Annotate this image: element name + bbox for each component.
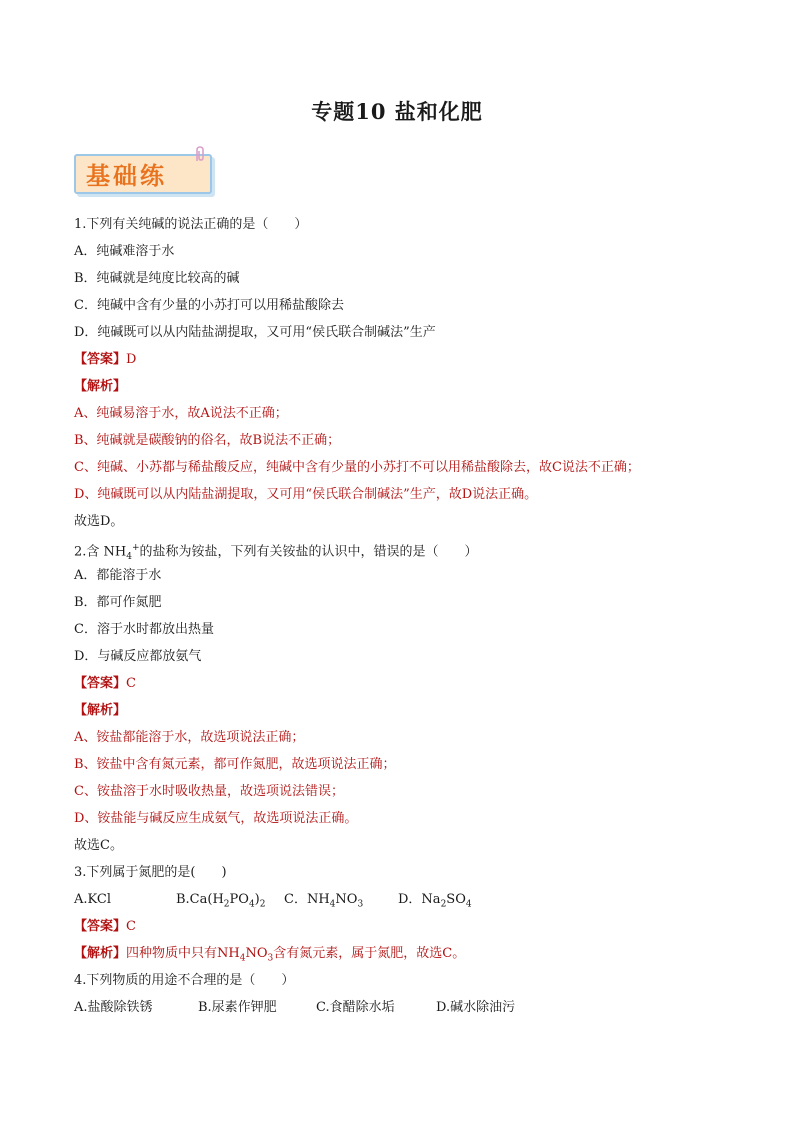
q3-analysis <box>74 940 714 967</box>
q2-stem <box>74 535 714 562</box>
paperclip-icon <box>194 146 208 162</box>
answer-label: 【答案】 <box>74 676 127 691</box>
q3-d-part: SO <box>446 892 466 907</box>
section-badge <box>74 150 214 196</box>
q3-b-sub: 2 <box>223 899 230 910</box>
q3-b-part: ) <box>254 892 260 907</box>
q2-stem-sup: + <box>131 543 140 553</box>
q3-b-sub: 2 <box>259 899 266 910</box>
q3-b-sub: 4 <box>248 899 255 910</box>
q3-c-part: C．NH <box>284 892 330 907</box>
q4-options <box>74 994 714 1021</box>
q3-b-part: B.Ca(H <box>176 892 224 907</box>
q1-analysis-d: D、纯碱既可以从内陆盐湖提取，又可用“侯氏联合制碱法”生产，故D说法正确。 <box>74 487 538 502</box>
q2-conclusion: 故选C。 <box>74 838 123 853</box>
q2-answer-value: C <box>126 676 136 691</box>
q1-option-a: A．纯碱难溶于水 <box>74 244 175 259</box>
q2-stem-suffix: 的盐称为铵盐，下列有关铵盐的认识中，错误的是（ ） <box>139 544 478 560</box>
q3-analysis-part: NO <box>245 946 268 961</box>
q3-c-sub: 4 <box>329 899 336 910</box>
q3-analysis-text <box>126 946 466 964</box>
q3-d-sub: 4 <box>465 899 472 910</box>
q4-option-c: C.食醋除水垢 <box>316 1000 395 1015</box>
q2-analysis-c: C、铵盐溶于水时吸收热量，故选项说法错误； <box>74 784 344 799</box>
q2-stem-sub: 4 <box>126 551 132 562</box>
q1-conclusion: 故选D。 <box>74 514 124 529</box>
q2-analysis-a: A、铵盐都能溶于水，故选项说法正确； <box>74 730 305 745</box>
q3-d-part: D．Na <box>398 892 441 907</box>
q3-analysis-sub: 4 <box>239 953 246 964</box>
q4-option-d: D.碱水除油污 <box>436 1000 516 1015</box>
q1-analysis-a: A、纯碱易溶于水，故A说法不正确； <box>74 406 288 421</box>
q1-stem: 1.下列有关纯碱的说法正确的是（ ） <box>74 217 308 232</box>
q3-analysis-part: 含有氮元素，属于氮肥，故选C。 <box>273 946 466 961</box>
q1-analysis-c: C、纯碱、小苏都与稀盐酸反应，纯碱中含有少量的小苏打不可以用稀盐酸除去，故C说法不正确； <box>74 460 640 475</box>
page-title: 专题10 盐和化肥 <box>311 99 483 124</box>
q4-option-a: A.盐酸除铁锈 <box>74 1000 153 1015</box>
q3-analysis-part: 四种物质中只有NH <box>126 946 240 961</box>
q2-option-b: B．都可作氮肥 <box>74 595 162 610</box>
q2-answer <box>74 670 714 697</box>
q3-option-c <box>284 886 398 919</box>
question-list <box>74 211 714 1021</box>
answer-label: 【答案】 <box>74 919 127 934</box>
q2-option-c: C．溶于水时都放出热量 <box>74 622 214 637</box>
q3-c-sub: 3 <box>357 899 364 910</box>
q3-b-part: PO <box>229 892 249 907</box>
q2-stem-prefix: 2.含 NH <box>74 544 127 560</box>
q3-options <box>74 886 714 913</box>
q3-option-a: A.KCl <box>74 892 111 907</box>
badge-label: 基础练 <box>86 161 167 190</box>
q3-d-sub: 2 <box>440 899 447 910</box>
q2-option-a: A．都能溶于水 <box>74 568 162 583</box>
q2-analysis-d: D、铵盐能与碱反应生成氨气，故选项说法正确。 <box>74 811 358 826</box>
q1-analysis-label: 【解析】 <box>74 379 127 394</box>
q4-option-b: B.尿素作钾肥 <box>198 1000 277 1015</box>
answer-label: 【答案】 <box>74 352 127 367</box>
q1-answer-value: D <box>126 352 137 367</box>
analysis-label: 【解析】 <box>74 946 127 961</box>
q3-analysis-sub: 3 <box>267 953 274 964</box>
q2-analysis-label: 【解析】 <box>74 703 127 718</box>
q1-option-c: C．纯碱中含有少量的小苏打可以用稀盐酸除去 <box>74 298 344 313</box>
q1-answer <box>74 346 714 373</box>
q1-option-b: B．纯碱就是纯度比较高的碱 <box>74 271 240 286</box>
q3-answer-value: C <box>126 919 136 934</box>
q3-stem: 3.下列属于氮肥的是( ) <box>74 865 227 880</box>
q2-analysis-b: B、铵盐中含有氮元素，都可作氮肥，故选项说法正确； <box>74 757 396 772</box>
q3-option-b <box>176 886 284 919</box>
q4-stem: 4.下列物质的用途不合理的是（ ） <box>74 973 295 988</box>
q2-option-d: D．与碱反应都放氨气 <box>74 649 202 664</box>
q3-option-d <box>398 886 472 919</box>
q1-option-d: D．纯碱既可以从内陆盐湖提取，又可用“侯氏联合制碱法”生产 <box>74 325 436 340</box>
q3-c-part: NO <box>335 892 358 907</box>
q1-analysis-b: B、纯碱就是碳酸钠的俗名，故B说法不正确； <box>74 433 341 448</box>
